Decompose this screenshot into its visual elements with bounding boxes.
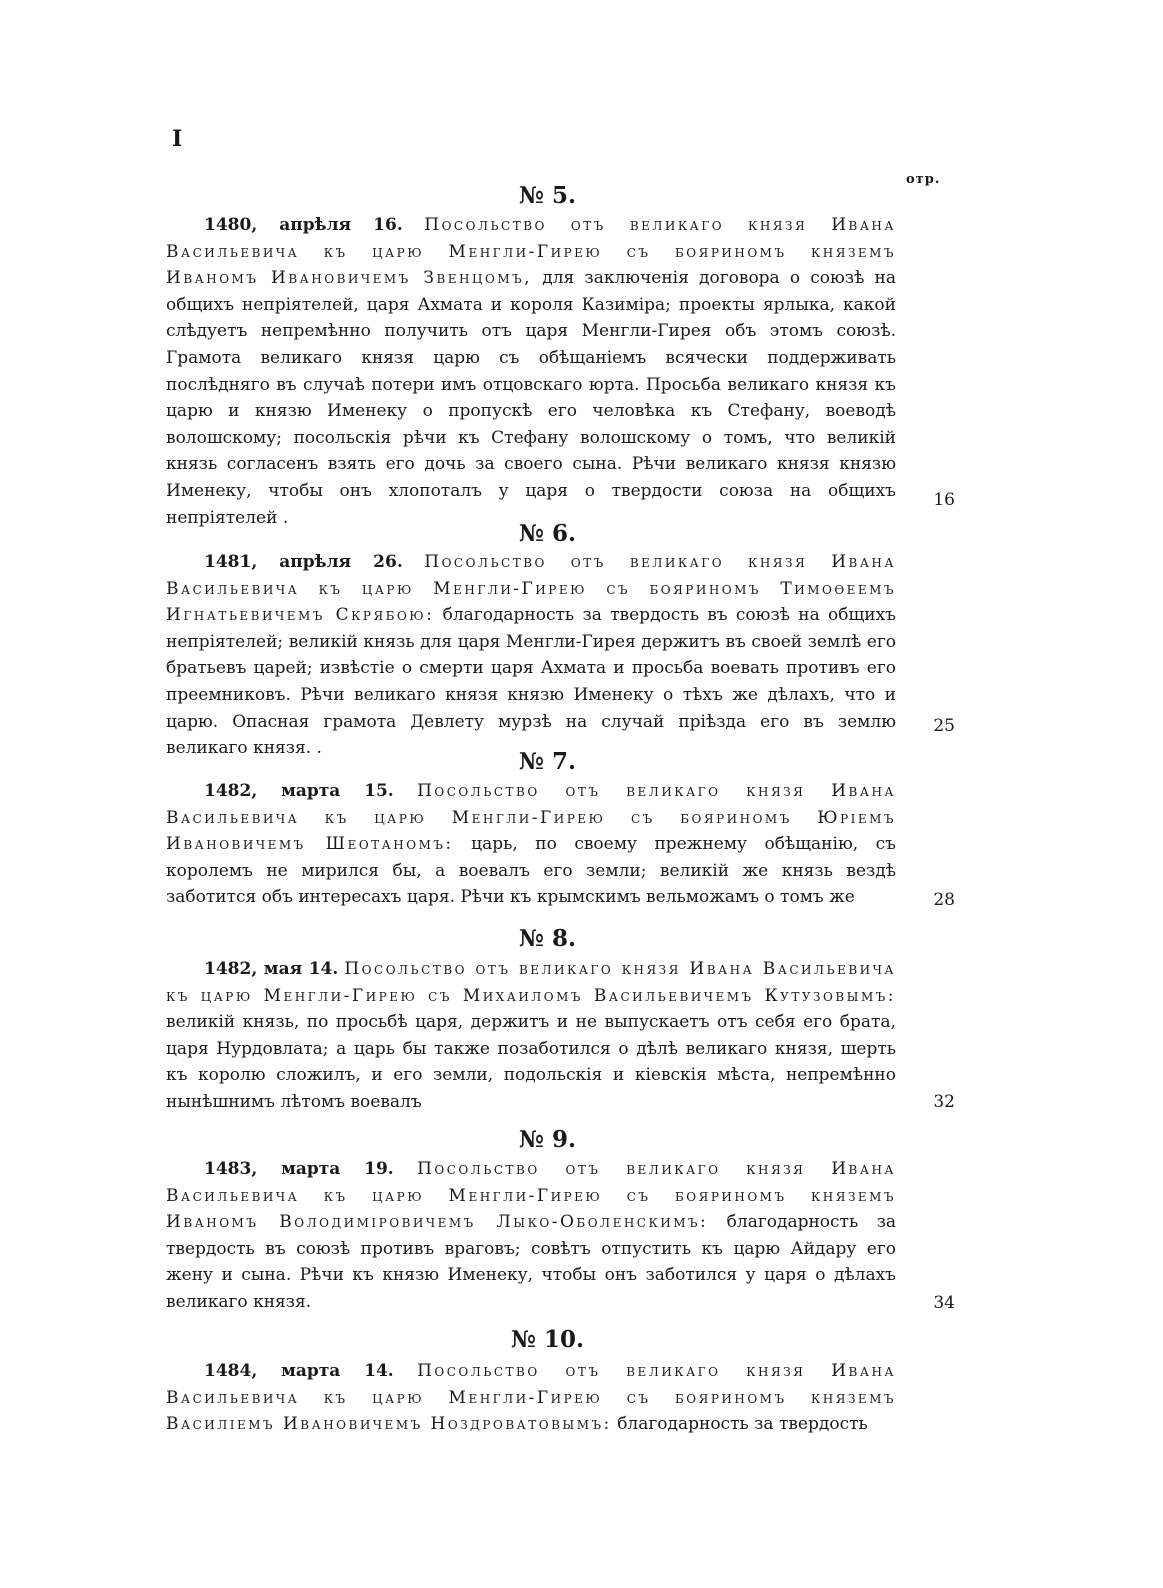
entry-lead: Посольство отъ великаго князя Ивана Васильевича къ царю Менгли-Гирею съ бояриномъ Юріемъ Ивановичемъ Шеотаномъ: — [166, 781, 896, 855]
entry-body: благодарность за твердость въ союзѣ противъ враговъ; совѣтъ отпустить къ царю Айдару его жену и сына. Рѣчи къ князю Именеку, чтобы онъ заботился у царя о дѣлахъ великаго князя. — [166, 1212, 897, 1312]
entry-number: № 5. — [518, 182, 577, 209]
entry-date: 1482, мая 14. — [204, 959, 339, 979]
entry-number: № 10. — [510, 1326, 585, 1353]
entry-body: великій князь, по просьбѣ царя, держитъ и не выпускаетъ отъ себя его брата, царя Нурдовлата; а царь бы также позаботился о дѣлѣ великаго князя, шерть къ королю сложилъ, и его земли, подольскія и кіевскія мѣста, непремѣнно нынѣшнимъ лѣтомъ воевалъ — [166, 1012, 896, 1112]
entry-body: благодарность за твердость въ союзѣ на общихъ непріятелей; великій князь для царя Менгли-Гирея держитъ въ своей землѣ его братьевъ царей; извѣстіе о смерти царя Ахмата и просьба воевать противъ его преемниковъ. Рѣчи великаго князя князю Именеку о тѣхъ же дѣлахъ, что и царю. Опасная грамота Девлету мурзѣ на случай пріѣзда его въ землю великаго князя. . — [166, 605, 896, 759]
entry-page-number: 34 — [933, 1293, 955, 1313]
entry-lead: Посольство отъ великаго князя Ивана Васильевича къ царю Менгли-Гирею съ Михаиломъ Васильевичемъ Кутузовымъ: — [166, 959, 896, 1006]
entry-page-number: 28 — [933, 890, 955, 910]
entry-text — [166, 549, 896, 762]
entry-number: № 8. — [518, 925, 577, 952]
entry-lead: Посольство отъ великаго князя Ивана Васильевича къ царю Менгли-Гирею съ бояриномъ княземъ Иваномъ Володиміровичемъ Лыко-Оболенскимъ: — [166, 1159, 896, 1233]
entry-text — [166, 778, 896, 911]
entry-text — [166, 212, 896, 531]
entry-lead: Посольство отъ великаго князя Ивана Васильевича къ царю Менгли-Гирею съ бояриномъ княземъ Иваномъ Ивановичемъ Звенцомъ, — [166, 215, 896, 289]
entry-number: № 7. — [518, 748, 577, 775]
section-roman-numeral: I — [172, 126, 183, 152]
entry-page-number: 16 — [933, 490, 955, 510]
entry-body: для заключенія договора о союзѣ на общихъ непріятелей, царя Ахмата и короля Казиміра; проекты ярлыка, какой слѣдуетъ непремѣнно получить отъ царя Менгли-Гирея объ этомъ союзѣ. Грамота великаго князя царю съ обѣщаніемъ всячески поддерживать послѣдняго въ случаѣ потери имъ отцовскаго юрта. Просьба великаго князя къ царю и князю Именеку о пропускѣ его человѣка къ Стефану, воеводѣ волошскому; посольскія рѣчи къ Стефану волошскому о томъ, что великій князь согласенъ взять его дочь за своего сына. Рѣчи великаго князя князю Именеку, чтобы онъ хлопоталъ у царя о твердости союза на общихъ непріятелей . — [166, 268, 897, 528]
entry-date: 1482, марта 15. — [204, 781, 394, 801]
entry-date: 1481, апрѣля 26. — [204, 552, 403, 572]
entry-number: № 6. — [518, 520, 577, 547]
entry-text — [166, 1156, 896, 1316]
entry-text — [166, 1358, 896, 1438]
entry-number: № 9. — [518, 1126, 577, 1153]
entry-date: 1480, апрѣля 16. — [204, 215, 403, 235]
entry-date: 1484, марта 14. — [204, 1361, 394, 1381]
entry-body: благодарность за твердость — [617, 1414, 868, 1435]
entry-text — [166, 956, 896, 1116]
entry-lead: Посольство отъ великаго князя Ивана Васильевича къ царю Менгли-Гирею съ бояриномъ Тимоѳеемъ Игнатьевичемъ Скрябою: — [166, 552, 896, 626]
page-column-heading: отр. — [906, 172, 941, 187]
entry-page-number: 32 — [933, 1092, 955, 1112]
entry-body: царь, по своему прежнему обѣщанію, съ королемъ не мирился бы, а воевалъ его земли; великій же князь вездѣ заботится объ интересахъ царя. Рѣчи къ крымскимъ вельможамъ о томъ же — [166, 834, 896, 908]
entry-date: 1483, марта 19. — [204, 1159, 394, 1179]
entry-page-number: 25 — [933, 716, 955, 736]
entry-lead: Посольство отъ великаго князя Ивана Васильевича къ царю Менгли-Гирею съ бояриномъ княземъ Василіемъ Ивановичемъ Ноздроватовымъ: — [166, 1361, 896, 1435]
